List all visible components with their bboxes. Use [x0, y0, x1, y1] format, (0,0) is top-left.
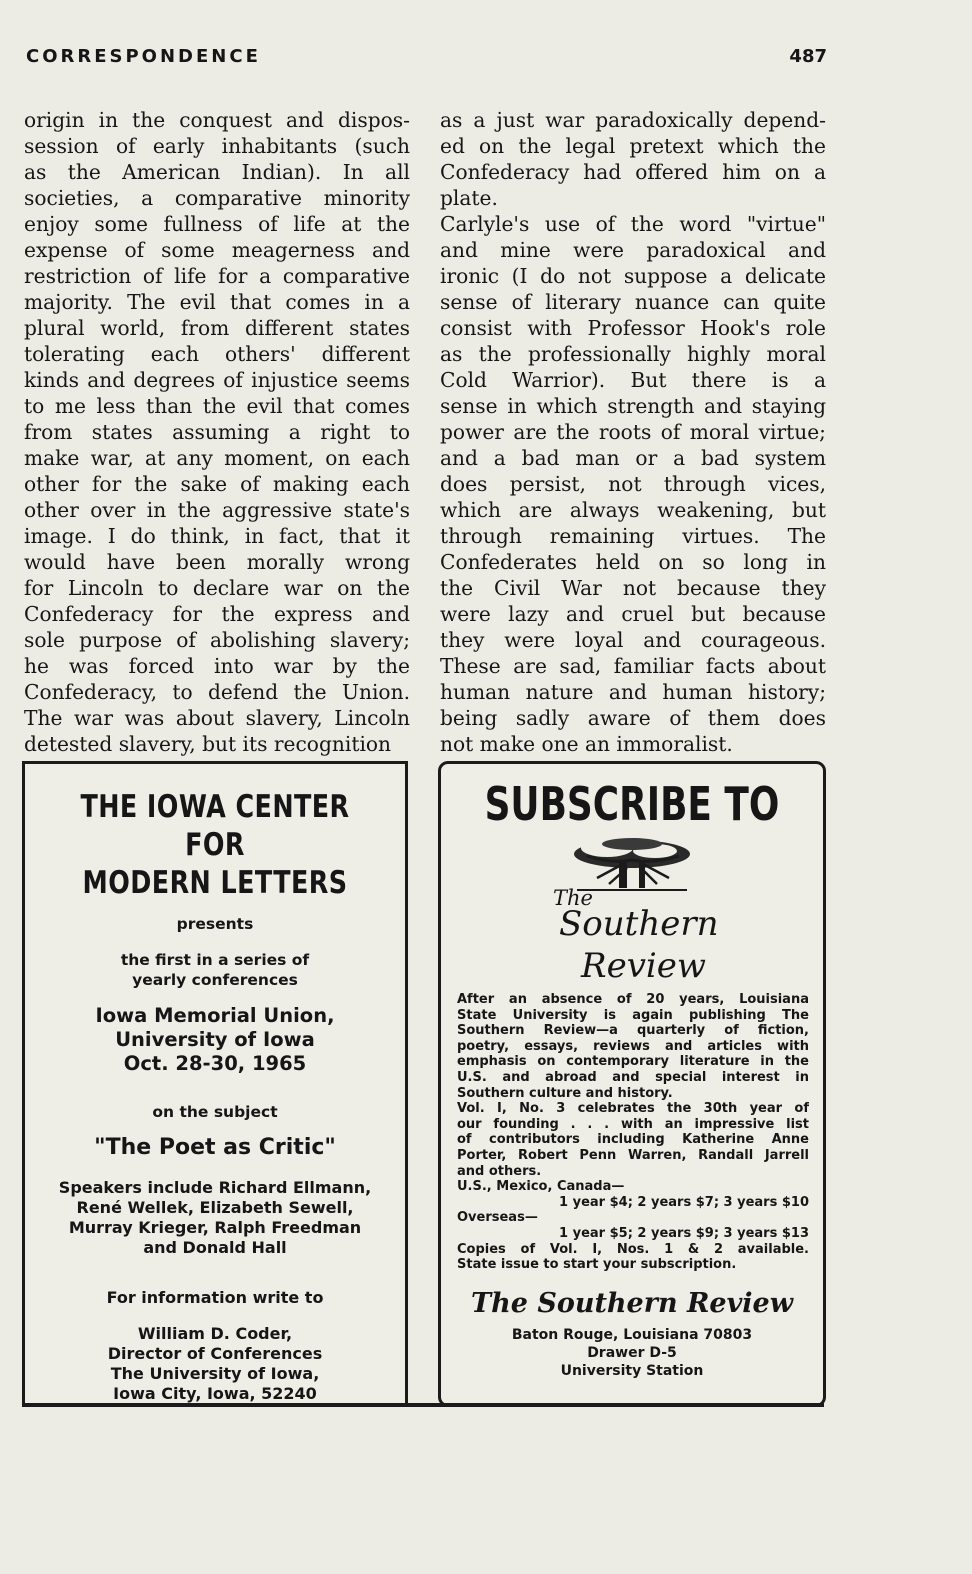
text-line: Confederacy for the express and [24, 602, 410, 626]
iowa-speakers-line: and Donald Hall [143, 1238, 287, 1257]
text-line: consist with Professor Hook's role [440, 316, 826, 340]
text-line: he was forced into war by the [24, 654, 410, 678]
text-line: through remaining virtues. The [440, 524, 826, 548]
text-line: sole purpose of abolishing slavery; [24, 628, 410, 652]
text-line: U.S., Mexico, Canada— [457, 1179, 625, 1195]
iowa-contact-line: William D. Coder, [137, 1324, 293, 1343]
text-line: kinds and degrees of injustice seems [24, 368, 410, 392]
text-line: which are always weakening, but [440, 498, 826, 522]
iowa-contact-line: Iowa City, Iowa, 52240 [113, 1384, 317, 1403]
text-line: The war was about slavery, Lincoln [24, 706, 410, 730]
text-line: as a just war paradoxically depend- [440, 108, 826, 132]
text-line: State University is again publishing The [457, 1007, 809, 1023]
text-line: as the American Indian). In all [24, 160, 410, 184]
text-line: restriction of life for a comparative [24, 264, 410, 288]
text-line: Carlyle's use of the word "virtue" [440, 212, 826, 236]
text-line: detested slavery, but its recognition [24, 732, 392, 756]
iowa-title-line: MODERN LETTERS [82, 865, 348, 901]
text-line: Copies of Vol. I, Nos. 1 & 2 available. [457, 1241, 809, 1257]
text-line: they were loyal and courageous. [440, 628, 826, 652]
text-line: U.S. and abroad and special interest in [457, 1069, 809, 1085]
iowa-contact-line: The University of Iowa, [110, 1364, 320, 1383]
iowa-series-line: yearly conferences [132, 971, 298, 989]
left-text-column [24, 107, 410, 757]
text-line: These are sad, familiar facts about [440, 654, 826, 678]
text-line: our founding . . . with an impressive list [457, 1116, 809, 1132]
text-line: societies, a comparative minority [24, 186, 410, 210]
text-line: tolerating each others' different [24, 342, 410, 366]
sr-address-line: Drawer D-5 [587, 1345, 677, 1361]
iowa-speakers-line: Murray Krieger, Ralph Freedman [68, 1218, 362, 1237]
text-line: poetry, essays, reviews and articles with [457, 1038, 809, 1054]
text-line: ed on the legal pretext which the [440, 134, 826, 158]
sr-address [441, 1326, 823, 1380]
text-line: emphasis on contemporary literature in the [457, 1054, 809, 1070]
sr-logo-review: Review [581, 946, 707, 986]
text-line: and mine were paradoxical and [440, 238, 826, 262]
iowa-speakers-line: Speakers include Richard Ellmann, [58, 1178, 372, 1197]
iowa-series-line: the first in a series of [120, 951, 310, 969]
text-line: Southern culture and history. [457, 1085, 673, 1101]
iowa-presents: presents [176, 915, 254, 933]
sr-headline: SUBSCRIBE TO [484, 777, 780, 831]
running-head: CORRESPONDENCE [26, 46, 261, 67]
text-line: Confederates held on so long in [440, 550, 826, 574]
text-line: sense in which strength and staying [440, 394, 826, 418]
text-line: plate. [440, 186, 498, 210]
text-line: would have been morally wrong [24, 550, 410, 574]
sr-address-line: Baton Rouge, Louisiana 70803 [511, 1327, 753, 1343]
text-line: majority. The evil that comes in a [24, 290, 410, 314]
text-line: were lazy and cruel but because [440, 602, 826, 626]
text-line: does persist, not through vices, [440, 472, 826, 496]
text-line: being sadly aware of them does [440, 706, 826, 730]
iowa-subject: "The Poet as Critic" [94, 1135, 336, 1160]
sr-address-line: University Station [560, 1363, 704, 1379]
sr-signature: The Southern Review [471, 1288, 793, 1319]
southern-review-advertisement [438, 761, 826, 1407]
text-line: from states assuming a right to [24, 420, 410, 444]
text-line: plural world, from different states [24, 316, 410, 340]
iowa-center-advertisement [22, 761, 408, 1407]
right-text-column [440, 107, 826, 757]
text-line: make war, at any moment, on each [24, 446, 410, 470]
text-line: expense of some meagerness and [24, 238, 410, 262]
text-line: other over in the aggressive state's [24, 498, 410, 522]
text-line: power are the roots of moral virtue; [440, 420, 826, 444]
text-line: other for the sake of making each [24, 472, 410, 496]
iowa-contact-line: Director of Conferences [107, 1344, 323, 1363]
text-line: image. I do think, in fact, that it [24, 524, 410, 548]
text-line: Overseas— [457, 1210, 538, 1226]
iowa-venue-line: Iowa Memorial Union, [95, 1004, 335, 1027]
text-line: the Civil War not because they [440, 576, 826, 600]
iowa-speakers-line: René Wellek, Elizabeth Sewell, [76, 1198, 354, 1217]
text-line: sense of literary nuance can quite [440, 290, 826, 314]
text-line: Southern Review—a quarterly of fiction, [457, 1023, 809, 1039]
text-line: and others. [457, 1163, 542, 1179]
iowa-date: Oct. 28-30, 1965 [123, 1052, 307, 1075]
text-line: 1 year $5; 2 years $9; 3 years $13 [559, 1225, 809, 1241]
text-line: of contributors including Katherine Anne [457, 1132, 809, 1148]
text-line: 1 year $4; 2 years $7; 3 years $10 [559, 1194, 809, 1210]
text-line: not make one an immoralist. [440, 732, 733, 756]
text-line: session of early inhabitants (such [24, 134, 410, 158]
text-line: Confederacy, to defend the Union. [24, 680, 410, 704]
text-line: Cold Warrior). But there is a [440, 368, 826, 392]
text-line: and a bad man or a bad system [440, 446, 826, 470]
ad-bottom-rule [22, 1403, 824, 1407]
text-line: enjoy some fullness of life at the [24, 212, 410, 236]
iowa-title-line: THE IOWA CENTER FOR [80, 789, 350, 863]
text-line: human nature and human history; [440, 680, 826, 704]
text-line: as the professionally highly moral [440, 342, 826, 366]
text-line: Confederacy had offered him on a [440, 160, 826, 184]
text-line: for Lincoln to declare war on the [24, 576, 410, 600]
iowa-venue-line: University of Iowa [115, 1028, 315, 1051]
iowa-subject-intro: on the subject [152, 1103, 278, 1121]
text-line: After an absence of 20 years, Louisiana [457, 992, 809, 1007]
text-line: to me less than the evil that comes [24, 394, 410, 418]
sr-logo-the: The [553, 886, 593, 910]
page-number: 487 [789, 46, 827, 67]
text-line: ironic (I do not suppose a delicate [440, 264, 826, 288]
text-line: origin in the conquest and dispos- [24, 108, 410, 132]
sr-logo-southern: Southern [559, 904, 719, 944]
iowa-info: For information write to [106, 1288, 324, 1307]
text-line: Vol. I, No. 3 celebrates the 30th year of [457, 1101, 809, 1117]
text-line: State issue to start your subscription. [457, 1257, 737, 1273]
sr-body-text [457, 992, 809, 1273]
iowa-ad-title [59, 788, 371, 902]
text-line: Porter, Robert Penn Warren, Randall Jarrell [457, 1147, 809, 1163]
